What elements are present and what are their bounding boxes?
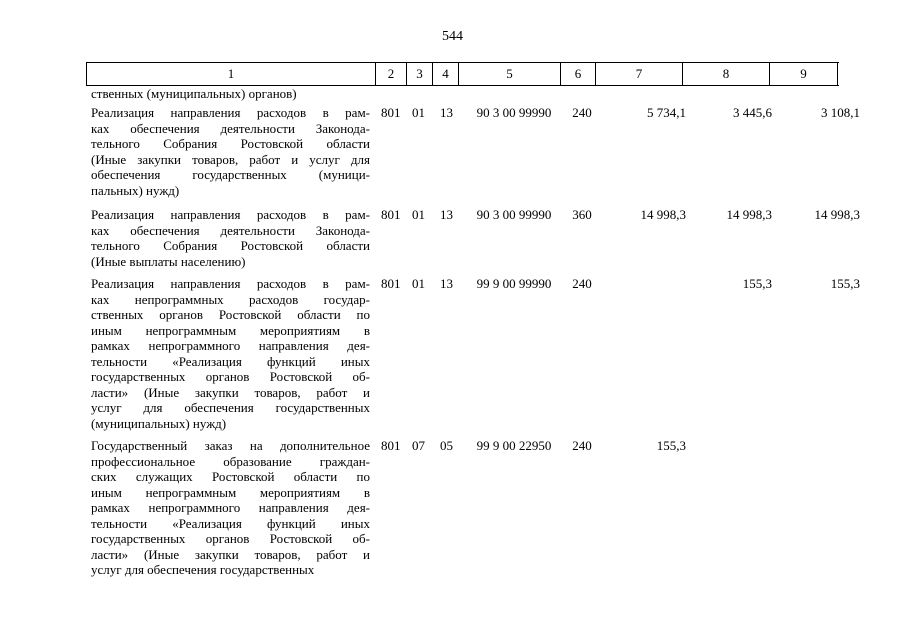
description-line: тельности «Реализация функций иных (91, 515, 370, 531)
description-line: рамках непрограммного направления дея- (91, 338, 370, 353)
description-line: тельного Собрания Ростовской области (91, 238, 370, 253)
cell-c4: 05 (440, 438, 453, 453)
cell-c3: 01 (412, 276, 425, 291)
cell-c8: 155,3 (742, 276, 772, 291)
description-line: Реализация направления расходов в рам- (91, 276, 370, 291)
cell-c6: 240 (572, 276, 592, 291)
description-line: Реализация направления расходов в рам- (91, 105, 370, 120)
header-col-3: 3 (407, 63, 433, 85)
continuation-text: ственных (муниципальных) органов) (91, 86, 297, 101)
description-line: Реализация направления расходов в рам- (91, 207, 370, 222)
description-line: услуг для обеспечения государственных (91, 400, 370, 415)
description-line: государственных органов Ростовской об- (91, 531, 370, 546)
cell-c3: 01 (412, 207, 425, 222)
page-number: 544 (442, 29, 463, 44)
cell-c4: 13 (440, 207, 453, 222)
cell-c8: 14 998,3 (726, 207, 772, 222)
description-line: государственных органов Ростовской об- (91, 369, 370, 384)
cell-c5: 90 3 00 99990 (476, 105, 552, 120)
cell-c7: 5 734,1 (647, 105, 686, 120)
cell-c7: 155,3 (656, 438, 686, 453)
description-line: Государственный заказ на дополнительное (91, 438, 370, 453)
row-description (91, 276, 370, 431)
cell-c4: 13 (440, 276, 453, 291)
description-line: тельного Собрания Ростовской области (91, 136, 370, 151)
description-line: рамках непрограммного направления дея- (91, 500, 370, 515)
cell-c2: 801 (381, 105, 401, 120)
cell-c2: 801 (381, 207, 401, 222)
description-line: профессиональное образование граждан- (91, 453, 370, 469)
cell-c4: 13 (440, 105, 453, 120)
header-col-8: 8 (683, 63, 770, 85)
description-line: (Иные выплаты населению) (91, 253, 246, 269)
cell-c5: 99 9 00 22950 (476, 438, 552, 453)
row-description (91, 207, 370, 269)
cell-c2: 801 (381, 276, 401, 291)
cell-c9: 155,3 (830, 276, 860, 291)
description-line: тельности «Реализация функций иных (91, 353, 370, 369)
cell-c5: 99 9 00 99990 (476, 276, 552, 291)
cell-c5: 90 3 00 99990 (476, 207, 552, 222)
description-line: (Иные закупки товаров, работ и услуг для (91, 151, 370, 167)
header-col-4: 4 (433, 63, 459, 85)
table-header (86, 62, 839, 86)
description-line: ских служащих Ростовской области по (91, 469, 370, 484)
header-col-5: 5 (459, 63, 561, 85)
header-col-6: 6 (561, 63, 596, 85)
description-line: пальных) нужд) (91, 182, 180, 198)
header-col-2: 2 (376, 63, 407, 85)
description-line: ласти» (Иные закупки товаров, работ и (91, 384, 370, 400)
cell-c8: 3 445,6 (733, 105, 772, 120)
description-line: ках обеспечения деятельности Законода- (91, 120, 370, 136)
row-description (91, 105, 370, 198)
cell-c2: 801 (381, 438, 401, 453)
cell-c3: 07 (412, 438, 425, 453)
description-line: ственных органов Ростовской области по (91, 307, 370, 322)
cell-c3: 01 (412, 105, 425, 120)
description-line: обеспечения государственных (муници- (91, 167, 370, 182)
description-line: (муниципальных) нужд) (91, 415, 227, 431)
row-description (91, 438, 370, 578)
description-line: ласти» (Иные закупки товаров, работ и (91, 546, 370, 562)
cell-c9: 14 998,3 (814, 207, 860, 222)
header-col-1: 1 (87, 63, 376, 85)
cell-c6: 240 (572, 105, 592, 120)
description-line: иным непрограммным мероприятиям в (91, 322, 370, 338)
description-line: услуг для обеспечения государственных (91, 562, 315, 577)
cell-c6: 240 (572, 438, 592, 453)
cell-c7: 14 998,3 (640, 207, 686, 222)
cell-c9: 3 108,1 (821, 105, 860, 120)
description-line: ках непрограммных расходов государ- (91, 291, 370, 307)
description-line: ках обеспечения деятельности Законода- (91, 222, 370, 238)
cell-c6: 360 (572, 207, 592, 222)
header-col-9: 9 (770, 63, 838, 85)
description-line: иным непрограммным мероприятиям в (91, 484, 370, 500)
header-col-7: 7 (596, 63, 683, 85)
